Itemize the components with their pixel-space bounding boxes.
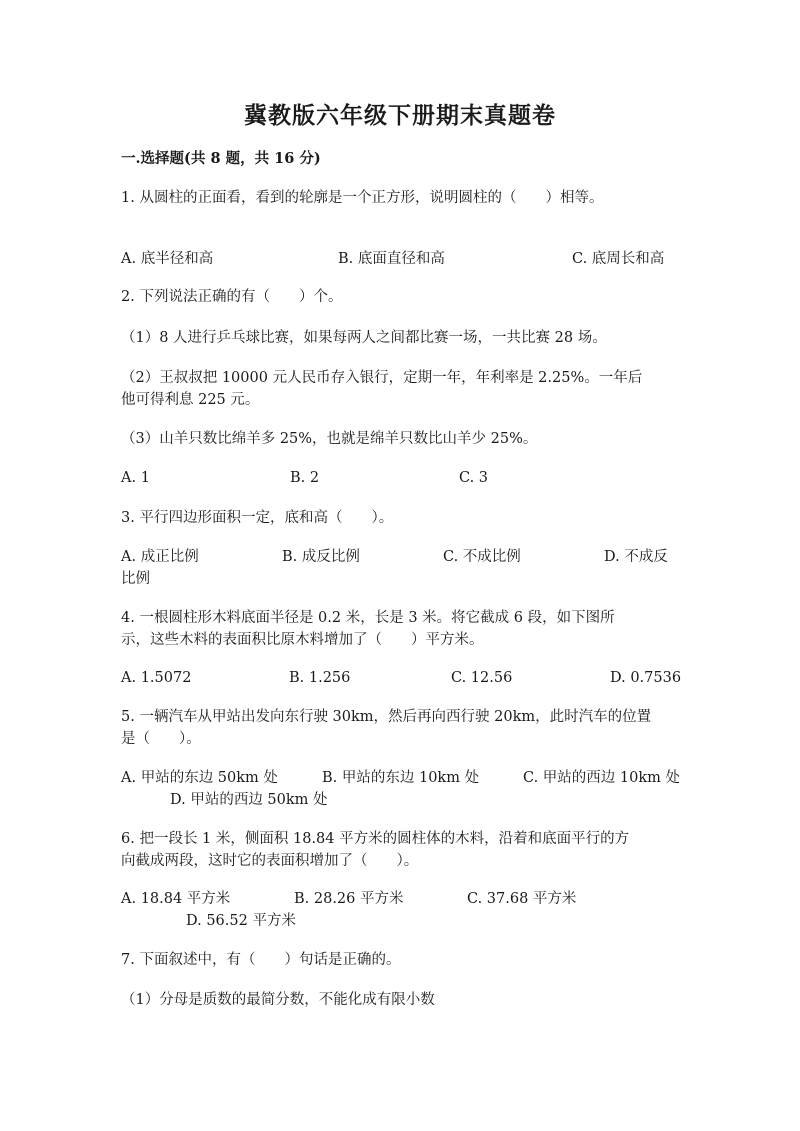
question-3-option-b: B. 成反比例 <box>282 549 360 565</box>
question-3-option-c: C. 不成比例 <box>443 549 521 565</box>
question-2-option-c: C. 3 <box>459 470 489 486</box>
page-title: 冀教版六年级下册期末真题卷 <box>244 102 556 129</box>
question-5-option-b: B. 甲站的东边 10km 处 <box>322 770 480 786</box>
question-3-option-d: D. 不成反 <box>604 549 668 565</box>
question-1-option-c: C. 底周长和高 <box>572 251 665 267</box>
question-2-statement-2-line-1: （2）王叔叔把 10000 元人民币存入银行，定期一年，年利率是 2.25%。一年后 <box>121 370 643 386</box>
question-7-statement-1: （1）分母是质数的最简分数，不能化成有限小数 <box>121 992 435 1008</box>
question-2-statement-3: （3）山羊只数比绵羊多 25%，也就是绵羊只数比山羊少 25%。 <box>121 431 538 447</box>
question-2-option-b: B. 2 <box>290 470 320 486</box>
question-5-option-c: C. 甲站的西边 10km 处 <box>523 770 681 786</box>
question-4-option-b: B. 1.256 <box>289 670 351 686</box>
question-4-stem-line-1: 4. 一根圆柱形木料底面半径是 0.2 米，长是 3 米。将它截成 6 段，如下图所 <box>121 610 615 626</box>
question-4-option-a: A. 1.5072 <box>121 670 192 686</box>
question-4-option-d: D. 0.7536 <box>610 670 682 686</box>
question-6-option-a: A. 18.84 平方米 <box>121 891 231 907</box>
question-6-option-d: D. 56.52 平方米 <box>186 913 296 929</box>
question-2-statement-2-line-2: 他可得利息 225 元。 <box>121 392 260 408</box>
question-6-stem-line-1: 6. 把一段长 1 米，侧面积 18.84 平方米的圆柱体的木料，沿着和底面平行的方 <box>121 831 630 847</box>
question-5-option-d: D. 甲站的西边 50km 处 <box>170 792 328 808</box>
question-6-option-b: B. 28.26 平方米 <box>294 891 404 907</box>
question-4-stem-line-2: 示，这些木料的表面积比原木料增加了（ ）平方米。 <box>121 632 484 648</box>
question-5-option-a: A. 甲站的东边 50km 处 <box>121 770 278 786</box>
question-7-stem: 7. 下面叙述中，有（ ）句话是正确的。 <box>121 952 401 968</box>
question-2-statement-1: （1）8 人进行乒乓球比赛，如果每两人之间都比赛一场，一共比赛 28 场。 <box>121 330 607 346</box>
question-1-stem: 1. 从圆柱的正面看，看到的轮廓是一个正方形，说明圆柱的（ ）相等。 <box>121 190 604 206</box>
question-2-stem: 2. 下列说法正确的有（ ）个。 <box>121 289 343 305</box>
question-5-stem-line-1: 5. 一辆汽车从甲站出发向东行驶 30km，然后再向西行驶 20km，此时汽车的位置 <box>121 709 652 725</box>
question-1-option-a: A. 底半径和高 <box>121 251 214 267</box>
question-2-option-a: A. 1 <box>121 470 150 486</box>
question-3-option-d-wrap: 比例 <box>121 571 150 587</box>
question-3-option-a: A. 成正比例 <box>121 549 199 565</box>
question-3-stem: 3. 平行四边形面积一定，底和高（ ）。 <box>121 510 394 526</box>
question-6-option-c: C. 37.68 平方米 <box>467 891 577 907</box>
question-4-option-c: C. 12.56 <box>451 670 513 686</box>
question-1-option-b: B. 底面直径和高 <box>338 251 445 267</box>
question-6-stem-line-2: 向截成两段，这时它的表面积增加了（ ）。 <box>121 853 419 869</box>
question-5-stem-line-2: 是（ ）。 <box>121 731 201 747</box>
section-heading: 一.选择题(共 8 题，共 16 分) <box>121 150 321 167</box>
